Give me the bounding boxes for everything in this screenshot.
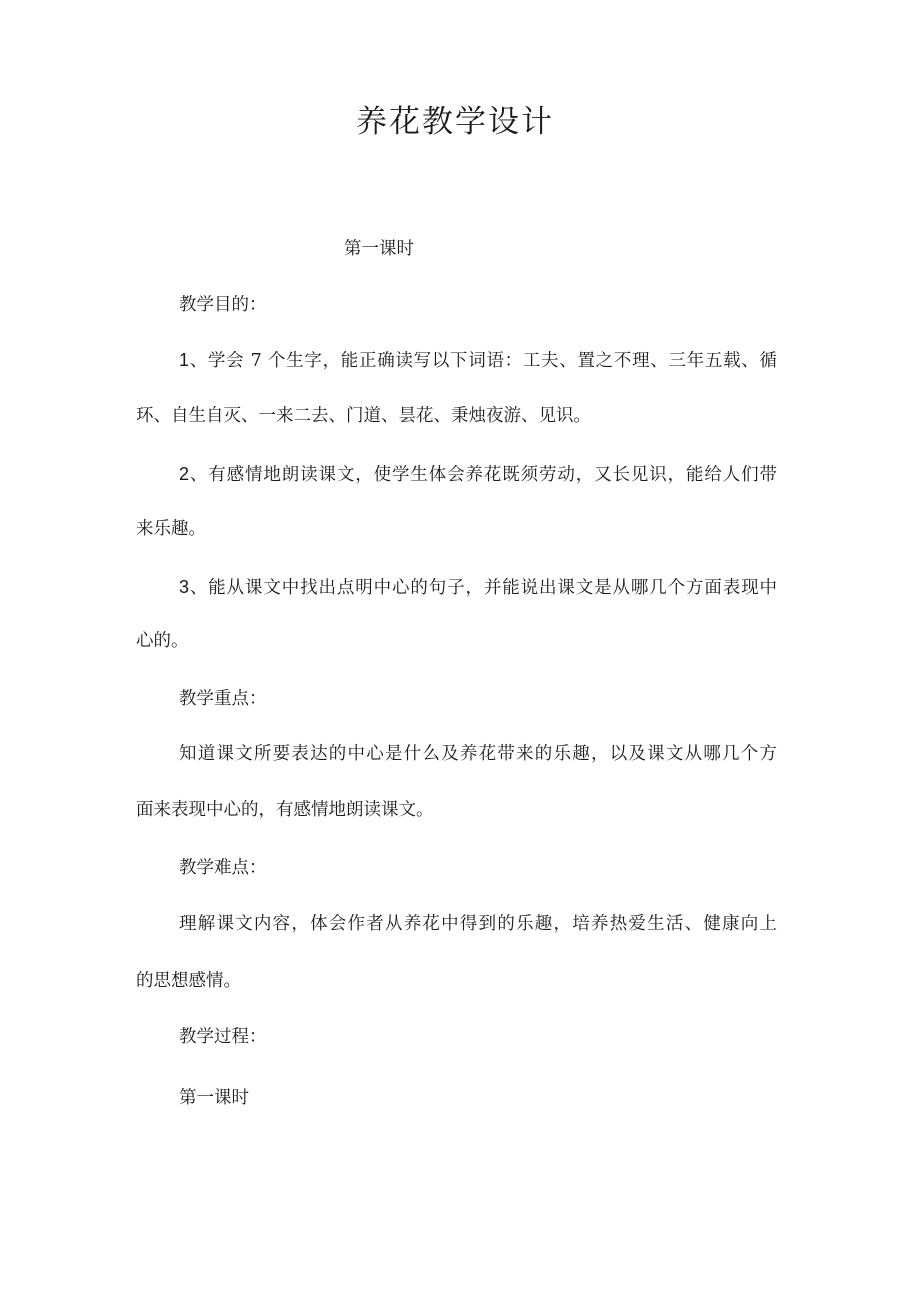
process-label: 教学过程： (179, 1027, 267, 1047)
objective-2-text: 、有感情地朗读课文，使学生体会养花既须劳动，又长见识，能给人们带 (189, 465, 777, 485)
objective-3-text: 、能从课文中找出点明中心的句子，并能说出课文是从哪几个方面表现中 (189, 578, 777, 598)
objective-2-line-1 (179, 461, 777, 488)
key-points-label: 教学重点： (179, 689, 267, 709)
objective-1-line-1 (179, 347, 777, 374)
objectives-label: 教学目的： (179, 295, 267, 315)
objective-1-text: 、学会 7 个生字，能正确读写以下词语：工夫、置之不理、三年五载、循 (189, 351, 777, 371)
objective-1-number: 1 (179, 350, 190, 370)
difficulties-line-1: 理解课文内容，体会作者从养花中得到的乐趣，培养热爱生活、健康向上 (179, 914, 777, 934)
difficulties-label: 教学难点： (179, 858, 267, 878)
objective-3-number: 3 (179, 577, 190, 597)
key-points-line-1: 知道课文所要表达的中心是什么及养花带来的乐趣，以及课文从哪几个方 (179, 744, 777, 764)
objective-2-number: 2 (179, 464, 190, 484)
objective-2-line-2: 来乐趣。 (136, 519, 206, 539)
lesson-heading: 第一课时 (344, 239, 414, 259)
objective-3-line-1 (179, 574, 777, 601)
key-points-line-2: 面来表现中心的，有感情地朗读课文。 (136, 800, 434, 820)
difficulties-line-2: 的思想感情。 (136, 971, 241, 991)
document-title: 养花教学设计 (356, 104, 554, 140)
objective-3-line-2: 心的。 (136, 631, 189, 651)
process-first-lesson: 第一课时 (179, 1088, 249, 1108)
objective-1-line-2: 环、自生自灭、一来二去、门道、昙花、秉烛夜游、见识。 (136, 406, 591, 426)
